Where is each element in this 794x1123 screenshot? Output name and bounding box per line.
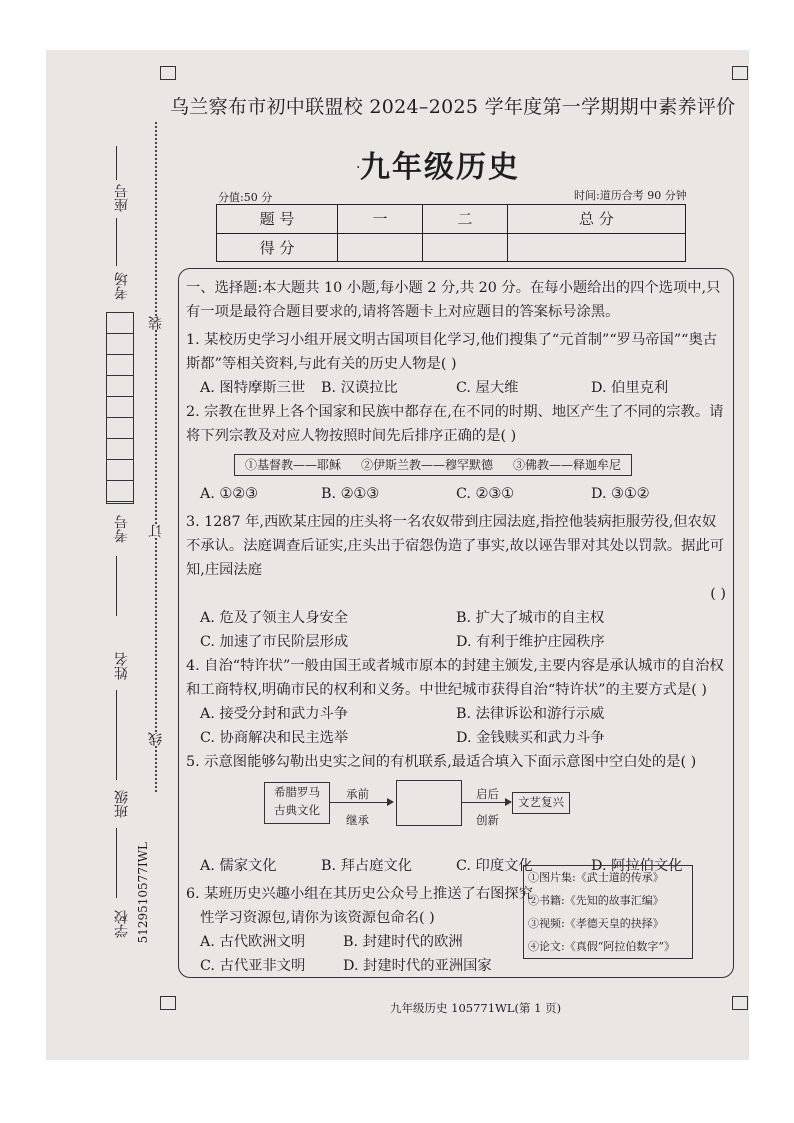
q4-option-b[interactable]: B. 法律诉讼和游行示威 — [456, 706, 605, 722]
score-cell: 总 分 — [507, 205, 685, 234]
q1-options — [186, 376, 726, 400]
seat-fill-line[interactable] — [116, 146, 117, 180]
q3-paren: ( ) — [710, 586, 726, 602]
q3-option-b[interactable]: B. 扩大了城市的自主权 — [456, 610, 605, 626]
class-fill-line[interactable] — [116, 828, 117, 898]
exam-title: 九年级历史 — [360, 150, 520, 185]
q2-religion-box — [234, 454, 632, 476]
q6-option-d[interactable]: D. 封建时代的亚洲国家 — [343, 958, 492, 974]
school-label: 学校 — [114, 910, 130, 938]
q5-box-classical-line: 希腊罗马 — [274, 785, 320, 799]
q5-option-d[interactable]: D. 阿拉伯文化 — [591, 858, 683, 874]
q5-option-b[interactable]: B. 拜占庭文化 — [321, 858, 413, 874]
q3-option-c[interactable]: C. 加速了市民阶层形成 — [200, 634, 349, 650]
q1-option-a[interactable]: A. 图特摩斯三世 — [200, 380, 306, 396]
score-note: 分值:50 分 — [218, 191, 273, 204]
binding-label-xian: 线 — [148, 732, 164, 746]
q1-option-d[interactable]: D. 伯里克利 — [591, 380, 669, 396]
exam-number-label: 考号 — [114, 515, 130, 543]
q4-options — [186, 702, 726, 750]
q5-box-renaissance: 文艺复兴 — [512, 792, 570, 814]
q5-option-c[interactable]: C. 印度文化 — [456, 858, 533, 874]
q4-option-d[interactable]: D. 金钱赎买和武力斗争 — [456, 730, 605, 746]
q6-resource-item: ③视频:《孝德天皇的抉择》 — [528, 917, 664, 930]
exam-number-grid[interactable] — [106, 312, 134, 504]
score-cell: 得 分 — [217, 233, 338, 262]
q5-arrow-inherit-top: 承前 — [346, 787, 369, 801]
registration-mark-bottom-left — [160, 996, 176, 1010]
q6-option-b[interactable]: B. 封建时代的欧洲 — [343, 934, 463, 950]
section-one-intro: 一、选择题:本大题共 10 小题,每小题 2 分,共 20 分。在每小题给出的四个选项中,只有一项是最符合题目要求的,请将答题卡上对应题目的答案标号涂黑。 — [186, 280, 721, 320]
exam-header: 乌兰察布市初中联盟校 2024–2025 学年度第一学期期中素养评价 — [170, 96, 736, 118]
q2-option-d[interactable]: D. ③①② — [591, 486, 650, 502]
score-table-row — [217, 233, 686, 262]
q2-box-item: ③佛教——释迦牟尼 — [512, 458, 621, 472]
score-cell: 一 — [338, 205, 423, 234]
q5-option-a[interactable]: A. 儒家文化 — [200, 858, 277, 874]
binding-label-ding: 订 — [148, 524, 164, 538]
q6-resource-box — [523, 865, 693, 959]
q2-option-c[interactable]: C. ②③① — [456, 486, 514, 502]
score-cell: 题 号 — [217, 205, 338, 234]
q5-box-classical — [264, 782, 330, 824]
q3-option-a[interactable]: A. 危及了领主人身安全 — [200, 610, 349, 626]
q1-stem: 1. 某校历史学习小组开展文明古国项目化学习,他们搜集了“元首制”“罗马帝国”“奥古斯都”等相关资料,与此有关的历史人物是( ) — [186, 332, 718, 372]
exam-number-fill-line[interactable] — [116, 556, 117, 616]
score-table — [216, 204, 686, 262]
name-label: 姓名 — [114, 652, 130, 680]
q5-arrow-innovate-top: 启后 — [476, 787, 499, 801]
binding-label-zhuang: 装 — [148, 316, 164, 330]
q1-option-c[interactable]: C. 屋大维 — [456, 380, 519, 396]
q3-stem: 3. 1287 年,西欧某庄园的庄头将一名农奴带到庄园法庭,指控他装病拒服劳役,但农奴不承认。法庭调查后证实,庄头出于宿怨伪造了事实,故以诬告罪对其处以罚款。据此可知,庄园法庭 — [186, 514, 725, 578]
registration-mark-bottom-right — [732, 996, 748, 1010]
name-fill-line[interactable] — [116, 690, 117, 780]
q5-stem: 5. 示意图能够勾勒出史实之间的有机联系,最适合填入下面示意图中空白处的是( ) — [186, 754, 697, 770]
q6-options — [186, 930, 516, 978]
q4-option-c[interactable]: C. 协商解决和民主选举 — [200, 730, 349, 746]
q6-stem-line1: 6. 某班历史兴趣小组在其历史公众号上推送了右图探究 — [186, 886, 534, 902]
q2-option-a[interactable]: A. ①②③ — [200, 486, 258, 502]
score-cell: 二 — [422, 205, 507, 234]
q2-stem: 2. 宗教在世界上各个国家和民族中都存在,在不同的时期、地区产生了不同的宗教。请将下列宗教及对应人物按照时间先后排序正确的是( ) — [186, 404, 724, 444]
q5-arrow-innovate-bottom: 创新 — [476, 813, 499, 827]
q3-options — [186, 606, 726, 654]
q5-arrow-inherit-bottom: 继承 — [346, 813, 369, 827]
class-label: 班级 — [114, 790, 130, 818]
q2-option-b[interactable]: B. ②①③ — [321, 486, 380, 502]
paper-code: 5129510577IWL — [136, 842, 150, 944]
q6-resource-item: ①图片集:《武士道的传承》 — [528, 871, 664, 884]
score-cell[interactable] — [422, 233, 507, 262]
q2-box-item: ②伊斯兰教——穆罕默德 — [360, 458, 493, 472]
time-note: 时间:道历合考 90 分钟 — [574, 189, 687, 202]
room-label: 考场 — [114, 272, 130, 300]
registration-mark-top-left — [160, 66, 176, 80]
q6-resource-item: ②书籍:《先知的故事汇编》 — [528, 894, 664, 907]
room-fill-line[interactable] — [116, 218, 117, 266]
title-dot: · — [356, 160, 361, 176]
q2-options — [186, 482, 726, 506]
q5-box-classical-line: 古典文化 — [274, 803, 320, 817]
q3-option-d[interactable]: D. 有利于维护庄园秩序 — [456, 634, 605, 650]
q5-diagram — [186, 778, 726, 848]
q2-box-item: ①基督教——耶稣 — [244, 458, 341, 472]
seat-label: 座号 — [114, 184, 130, 212]
binding-line — [155, 122, 157, 792]
score-table-row — [217, 205, 686, 234]
q4-stem: 4. 自治“特许状”一般由国王或者城市原本的封建主颁发,主要内容是承认城市的自治权和工商特权,明确市民的权利和义务。中世纪城市获得自治“特许状”的主要方式是( ) — [186, 658, 724, 698]
q5-blank-box[interactable] — [396, 780, 462, 826]
q1-option-b[interactable]: B. 汉谟拉比 — [321, 380, 398, 396]
q4-option-a[interactable]: A. 接受分封和武力斗争 — [200, 706, 349, 722]
q6-resource-item: ④论文:《真假“阿拉伯数字”》 — [528, 940, 675, 953]
q6-option-a[interactable]: A. 古代欧洲文明 — [200, 934, 306, 950]
registration-mark-top-right — [732, 66, 748, 80]
score-cell[interactable] — [507, 233, 685, 262]
page-footer: 九年级历史 105771WL(第 1 页) — [390, 1001, 562, 1015]
q6-stem-line2: 性学习资源包,请你为该资源包命名( ) — [200, 910, 435, 926]
q6-option-c[interactable]: C. 古代亚非文明 — [200, 958, 306, 974]
score-cell[interactable] — [338, 233, 423, 262]
